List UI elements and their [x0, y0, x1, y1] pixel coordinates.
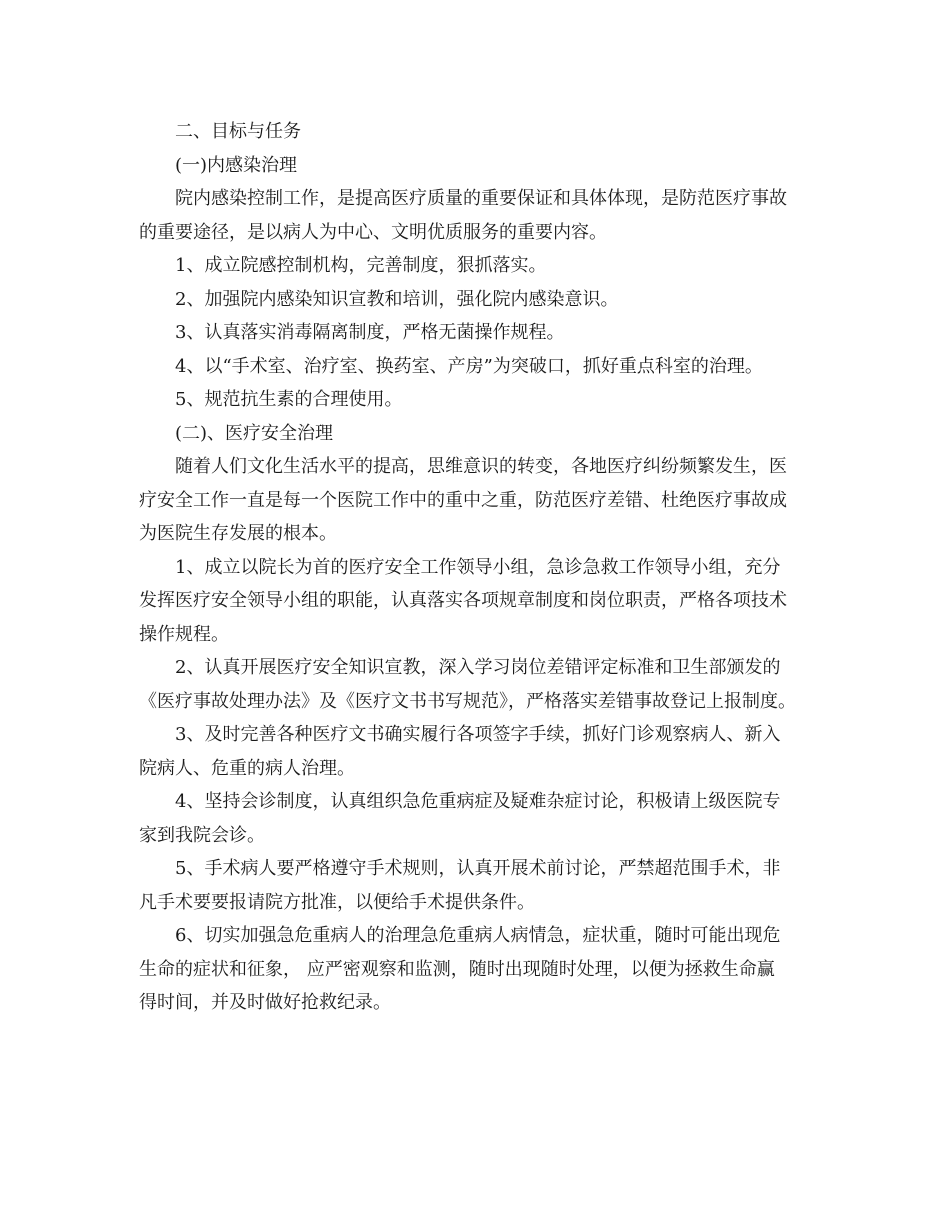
paragraph-line: 院内感染控制工作，是提高医疗质量的重要保证和具体体现，是防范医疗事故 [175, 188, 787, 209]
list-item-continuation: 院病人、危重的病人治理。 [139, 757, 355, 779]
list-item: 3、认真落实消毒隔离制度，严格无菌操作规程。 [175, 322, 565, 343]
paragraph-line: 疗安全工作一直是每一个医院工作中的重中之重，防范医疗差错、杜绝医疗事故成 [139, 489, 787, 511]
paragraph-line: 为医院生存发展的根本。 [139, 523, 337, 544]
list-item: 5、手术病人要严格遵守手术规则，认真开展术前讨论，严禁超范围手术，非 [175, 858, 781, 879]
subsection-heading: (一)内感染治理 [175, 154, 298, 176]
list-item-continuation: 得时间，并及时做好抢救纪录。 [139, 992, 391, 1013]
list-item: 6、切实加强急危重病人的治理急危重病人病情急，症状重，随时可能出现危 [175, 925, 781, 946]
list-item-continuation: 发挥医疗安全领导小组的职能，认真落实各项规章制度和岗位职责，严格各项技术 [139, 590, 787, 611]
list-item: 4、坚持会诊制度，认真组织急危重病症及疑难杂症讨论，积极请上级医院专 [175, 791, 781, 812]
section-heading: 二、目标与任务 [175, 121, 301, 142]
paragraph-line: 的重要途径，是以病人为中心、文明优质服务的重要内容。 [139, 221, 607, 243]
list-item: 3、及时完善各种医疗文书确实履行各项签字手续，抓好门诊观察病人、新入 [175, 724, 781, 745]
list-item-continuation: 生命的症状和征象， 应严密观察和监测，随时出现随时处理，以便为拯救生命赢 [139, 958, 775, 980]
list-item-continuation: 家到我院会诊。 [139, 824, 265, 846]
list-item-continuation: 《医疗事故处理办法》及《医疗文书书写规范》，严格落实差错事故登记上报制度。 [139, 690, 796, 712]
list-item-continuation: 操作规程。 [139, 623, 229, 645]
paragraph-line: 随着人们文化生活水平的提高，思维意识的转变，各地医疗纠纷频繁发生，医 [175, 456, 787, 477]
list-item: 2、加强院内感染知识宣教和培训，强化院内感染意识。 [175, 288, 619, 310]
list-item: 5、规范抗生素的合理使用。 [175, 389, 403, 410]
list-item: 1、成立以院长为首的医疗安全工作领导小组，急诊急救工作领导小组，充分 [175, 556, 781, 578]
subsection-heading: (二)、医疗安全治理 [175, 422, 334, 444]
document-body [139, 115, 829, 1020]
list-item: 1、成立院感控制机构，完善制度，狠抓落实。 [175, 255, 547, 276]
list-item-continuation: 凡手术要要报请院方批准，以便给手术提供条件。 [139, 891, 535, 913]
list-item: 4、以“手术室、治疗室、换药室、产房”为突破口，抓好重点科室的治理。 [175, 355, 763, 377]
list-item: 2、认真开展医疗安全知识宣教，深入学习岗位差错评定标准和卫生部颁发的 [175, 657, 781, 678]
